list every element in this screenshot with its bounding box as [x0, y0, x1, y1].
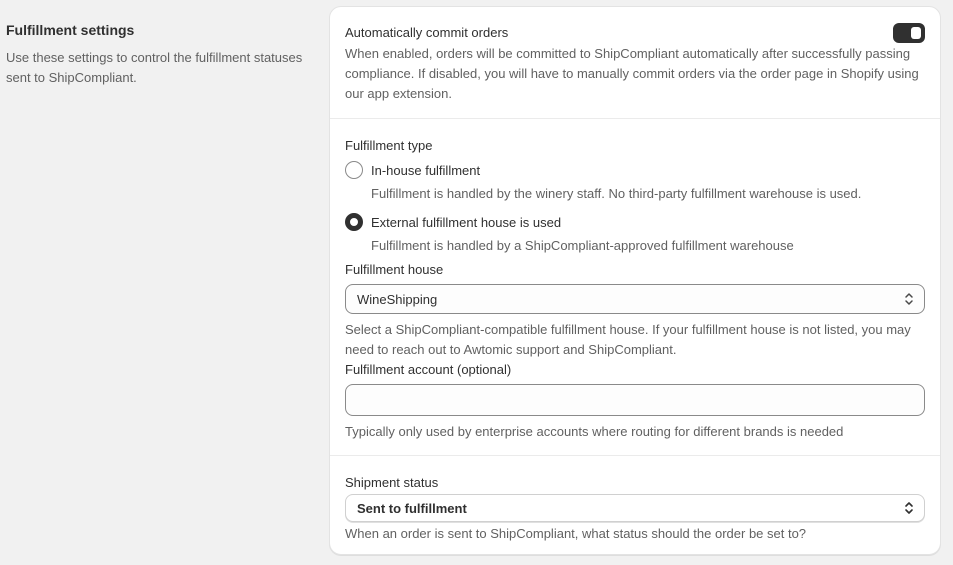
- settings-card: [329, 6, 941, 555]
- fulfillment-house-value: WineShipping: [357, 291, 438, 307]
- fulfillment-account-label: Fulfillment account (optional): [345, 362, 512, 377]
- chevron-up-down-icon: [904, 291, 914, 307]
- shipment-status-value: Sent to fulfillment: [357, 500, 467, 516]
- toggle-knob: [911, 27, 921, 39]
- radio-external-help: Fulfillment is handled by a ShipCompliant-approved fulfillment warehouse: [371, 238, 794, 253]
- radio-button-checked[interactable]: [345, 213, 363, 231]
- fulfillment-account-input[interactable]: [345, 384, 925, 416]
- radio-external[interactable]: [345, 212, 925, 232]
- fulfillment-house-help: Select a ShipCompliant-compatible fulfillment house. If your fulfillment house is not listed, you may need to reach out to Awtomic support and ShipCompliant.: [345, 322, 911, 357]
- settings-sidebar: [6, 22, 306, 88]
- fulfillment-section: [330, 119, 940, 456]
- section-description: Use these settings to control the fulfillment statuses sent to ShipCompliant.: [6, 50, 303, 85]
- shipment-status-help: When an order is sent to ShipCompliant, what status should the order be set to?: [345, 526, 807, 541]
- auto-commit-toggle[interactable]: [893, 23, 925, 43]
- shipment-status-section: [330, 456, 940, 544]
- fulfillment-type-label: Fulfillment type: [345, 138, 433, 153]
- radio-button-unchecked[interactable]: [345, 161, 363, 179]
- auto-commit-section: [330, 7, 940, 119]
- chevron-up-down-icon: [904, 500, 914, 516]
- shipment-status-label: Shipment status: [345, 475, 439, 490]
- radio-in-house-help: Fulfillment is handled by the winery staff. No third-party fulfillment warehouse is used.: [371, 186, 862, 201]
- radio-external-label: External fulfillment house is used: [371, 214, 562, 230]
- radio-in-house[interactable]: [345, 160, 925, 180]
- auto-commit-help: When enabled, orders will be committed to ShipCompliant automatically after successfully passing compliance. If disabled, you will have to manually commit orders via the order page in Shopify using our app extension.: [345, 46, 919, 101]
- radio-in-house-label: In-house fulfillment: [371, 162, 481, 178]
- fulfillment-house-label: Fulfillment house: [345, 262, 444, 277]
- fulfillment-house-select[interactable]: [345, 284, 925, 314]
- shipment-status-select[interactable]: [345, 494, 925, 522]
- fulfillment-account-help: Typically only used by enterprise accounts where routing for different brands is needed: [345, 424, 844, 439]
- auto-commit-title: Automatically commit orders: [345, 25, 509, 40]
- section-title: Fulfillment settings: [6, 22, 135, 38]
